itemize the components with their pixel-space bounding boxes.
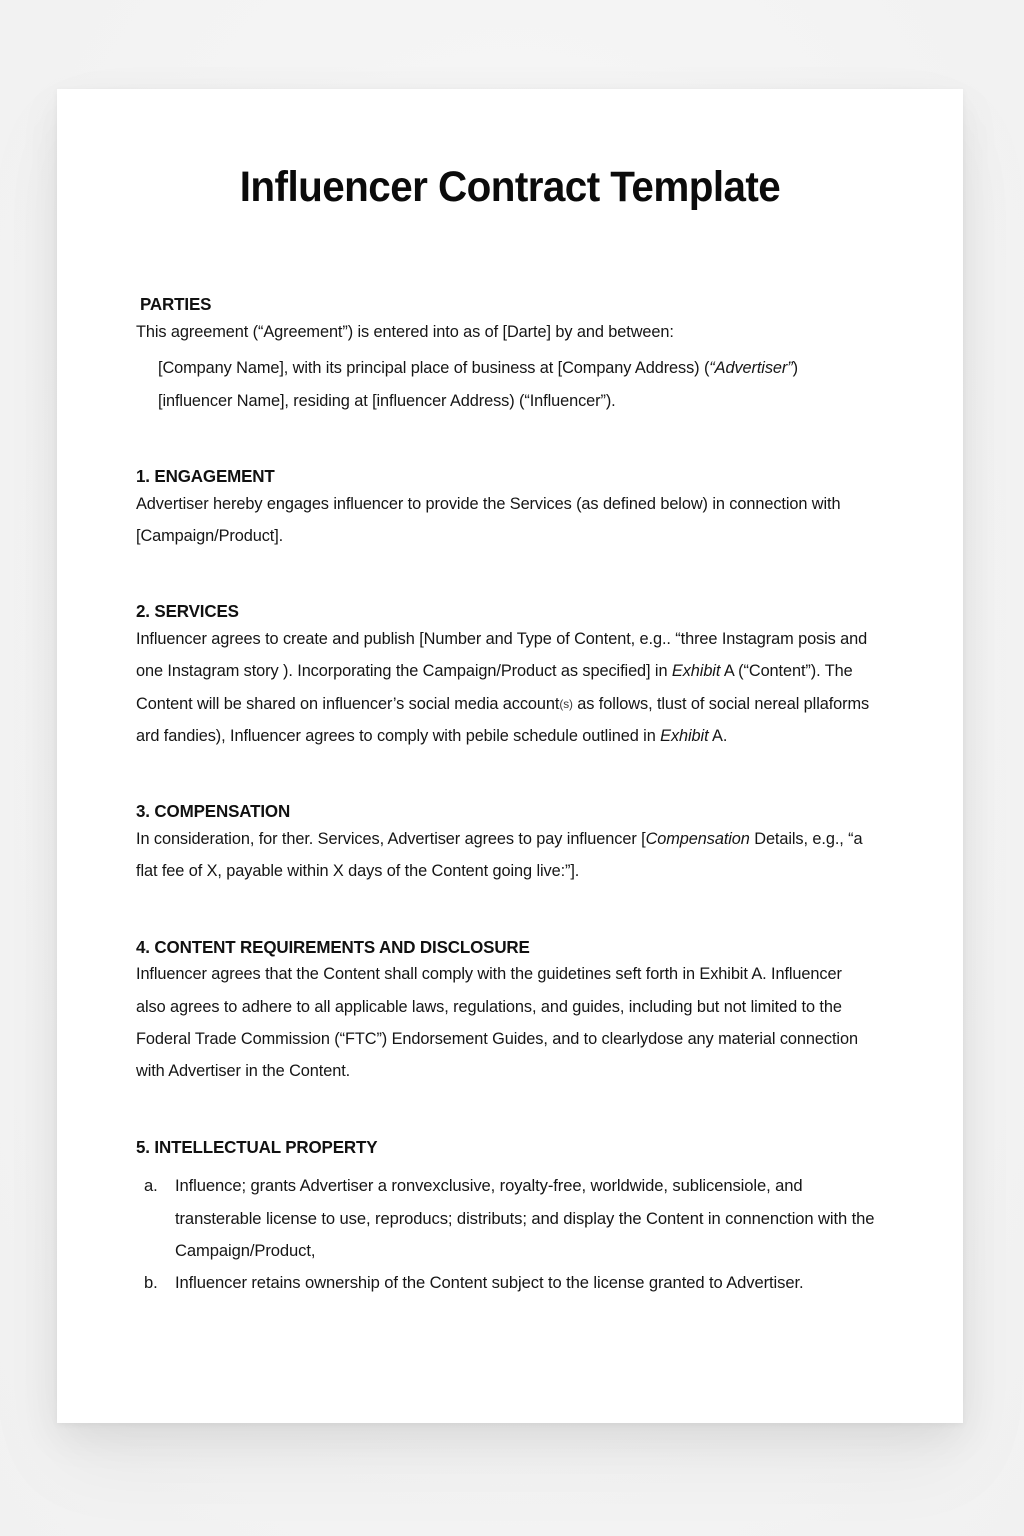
compensation-paragraph [136, 823, 873, 888]
party-line-company-pre: [Company Name], with its principal place of business at [Company Address) ( [158, 358, 710, 378]
section-heading-engagement: 1. ENGAGEMENT [136, 466, 275, 487]
compensation-text-2: Details, e.g., “a flat fee of X, payable within X days of the Content going live:”]. [136, 829, 863, 881]
services-text-3: as follows, tlust of social nereal pllaforms ard fandies), Influencer agrees to comply with pebile schedule outlined in [136, 693, 870, 746]
list-item-marker: a. [144, 1176, 158, 1196]
party-line-company-italic: “Advertiser” [709, 358, 793, 378]
page-title: Influencer Contract Template [239, 163, 781, 211]
services-text-2: A (“Content”). The Content will be shared on influencer’s social media account [136, 661, 853, 713]
services-exhibit-italic-2: Exhibit [660, 726, 709, 746]
section-heading-services: 2. SERVICES [136, 601, 239, 622]
services-exhibit-italic-1: Exhibit [671, 661, 721, 681]
engagement-paragraph: Advertiser hereby engages influencer to provide the Services (as defined below) in connection with [Campaign/Product]. [136, 493, 841, 546]
intellectual-property-list [136, 1170, 884, 1299]
document-content [136, 89, 884, 1300]
section-heading-compensation: 3. COMPENSATION [136, 801, 291, 822]
list-item-text: Influence; grants Advertiser a ronvexclusive, royalty-free, worldwide, sublicensiole, and transterable license to use, reproducs; distributs; and display the Content in connenction with the Campaign/Product, [175, 1176, 875, 1260]
section-heading-content-requirements: 4. CONTENT REQUIREMENTS AND DISCLOSURE [136, 936, 530, 957]
section-heading-parties: PARTIES [140, 294, 212, 315]
content-requirements-paragraph: Influencer agrees that the Content shall comply with the guidetines seft forth in Exhibit A. Influencer also agrees to adhere to all applicable laws, regulations, and guides, including but not limited to the Foderal Trade Commission (“FTC”) Endorsement Guides, and to clearlydose any material connection with Advertiser in the Content. [136, 964, 858, 1081]
party-line-company-post: ) [792, 358, 798, 378]
parties-intro-paragraph: This agreement (“Agreement”) is entered into as of [Darte] by and between: [136, 322, 674, 342]
document-page [57, 89, 963, 1423]
compensation-italic: Compensation [645, 829, 750, 849]
services-paragraph [136, 623, 873, 752]
services-text-1: Influencer agrees to create and publish [Number and Type of Content, e.g.. “three Instagram posis and one Instagram story ). Incorporating the Campaign/Product as specified] in [136, 629, 868, 681]
section-heading-intellectual-property: 5. INTELLECTUAL PROPERTY [136, 1136, 378, 1157]
list-item-marker: b. [144, 1273, 158, 1293]
party-line-company [158, 352, 873, 384]
party-line-influencer [158, 385, 873, 417]
compensation-text-1: In consideration, for ther. Services, Advertiser agrees to pay influencer [ [136, 829, 646, 849]
parties-list [136, 352, 884, 417]
list-item [144, 1267, 884, 1299]
list-item [144, 1170, 884, 1267]
list-item-text: Influencer retains ownership of the Content subject to the license granted to Advertiser. [175, 1273, 804, 1293]
services-text-4: A. [708, 726, 728, 746]
party-line-influencer-pre: [influencer Name], residing at [influencer Address) (“Influencer”). [158, 390, 616, 410]
services-plural-glyph: (s) [559, 696, 573, 711]
